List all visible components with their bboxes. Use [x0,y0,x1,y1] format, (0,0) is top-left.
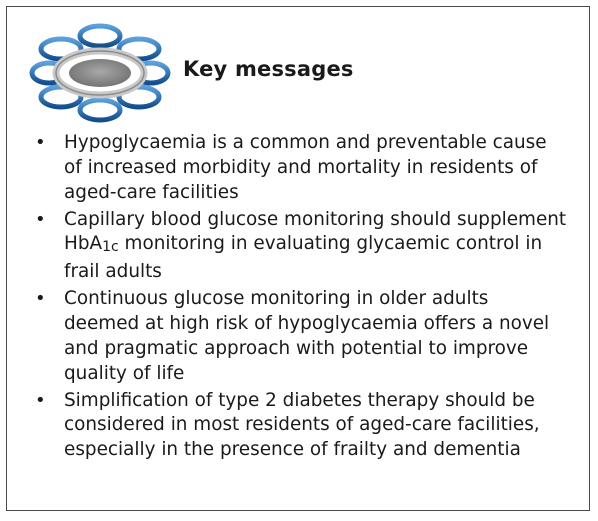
section-heading: Key messages [183,57,354,81]
bullet-marker: • [35,132,46,153]
bullet-marker: • [35,208,46,230]
bullet-marker: • [35,288,46,310]
message-subscript: 1c [102,239,119,256]
list-item [7,131,567,205]
message-text: Simplification of type 2 diabetes therapy should be considered in most residents of aged-care facilities, especially in the presence of frailty and dementia [64,389,540,461]
key-messages-box [6,6,590,511]
bullet-marker: • [35,389,46,411]
message-text: Hypoglycaemia is a common and preventable cause of increased morbidity and mortality in residents of aged-care facilities [64,132,547,203]
list-item [7,389,567,463]
rings-emblem-icon [29,17,171,129]
message-text: Continuous glucose monitoring in older adults deemed at high risk of hypoglycaemia offers a novel and pragmatic approach with potential to improve quality of life [64,288,550,384]
message-text-after: monitoring in evaluating glycaemic control in frail adults [64,233,543,283]
list-item [7,287,567,386]
key-messages-list [7,131,567,465]
list-item [7,208,567,285]
message-text-before: Capillary blood glucose monitoring should supplement HbA [64,208,567,255]
